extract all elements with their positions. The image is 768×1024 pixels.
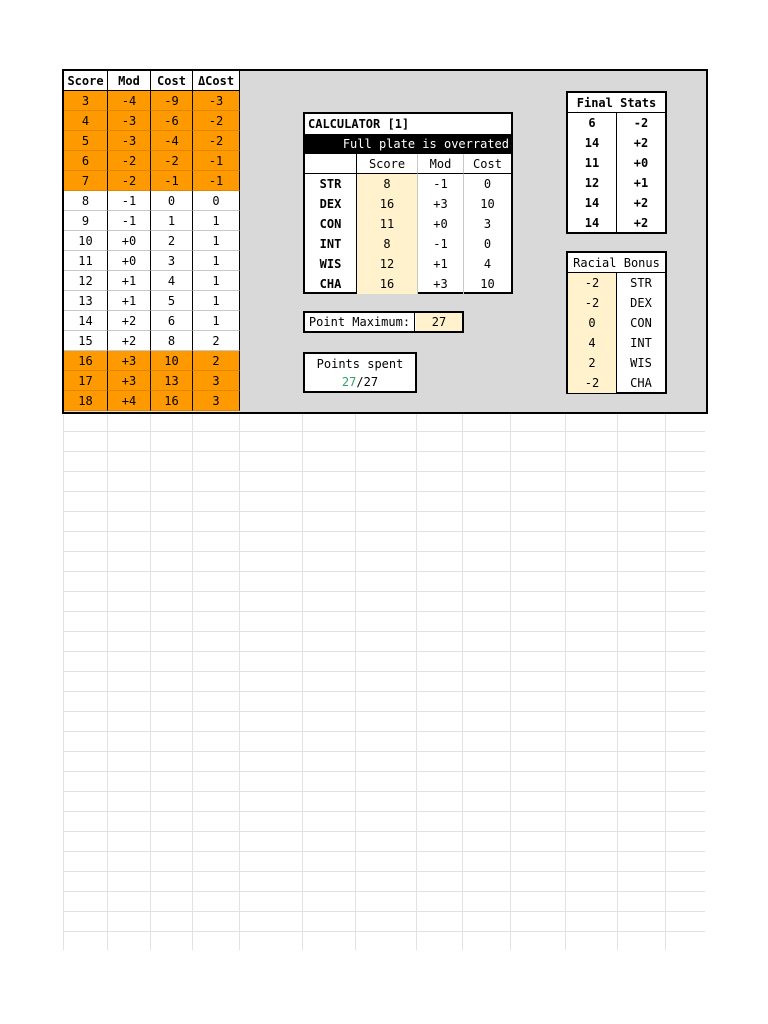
calculator-stat-label-dex: DEX — [305, 194, 357, 214]
racial-bonus-title: Racial Bonus — [568, 253, 665, 273]
score-table-cell-delta-cost: -1 — [193, 151, 240, 171]
calculator-header-score: Score — [357, 154, 418, 174]
score-table-cell-score: 11 — [64, 251, 108, 271]
calculator-panel — [303, 112, 513, 294]
final-stat-mod: +2 — [633, 216, 649, 230]
score-table-cell-mod: -4 — [108, 91, 151, 111]
score-table-cell-mod: +2 — [108, 331, 151, 351]
calculator-mod-wis: +1 — [418, 254, 464, 274]
score-table-header-delta-cost: ΔCost — [193, 71, 240, 91]
racial-bonus-stat-label: STR — [630, 276, 652, 290]
score-table-cell-cost: -9 — [151, 91, 193, 111]
final-stat-mod: +2 — [633, 196, 649, 210]
score-table-cell-delta-cost: 3 — [193, 391, 240, 411]
calculator-score-input-int[interactable]: 8 — [357, 234, 418, 254]
calculator-corner-cell — [305, 154, 357, 174]
calculator-score-input-dex[interactable]: 16 — [357, 194, 418, 214]
calculator-cost-int: 0 — [483, 237, 492, 251]
racial-bonus-input[interactable]: 2 — [568, 353, 617, 373]
score-table-cell-delta-cost: 1 — [193, 231, 240, 251]
calculator-cost-wis: 4 — [483, 257, 492, 271]
score-table-cell-delta-cost: -2 — [193, 131, 240, 151]
final-stat-mod: +2 — [633, 136, 649, 150]
final-stats-panel — [566, 91, 667, 234]
racial-bonus-stat-label: INT — [630, 336, 652, 350]
score-table-cell-cost: 16 — [151, 391, 193, 411]
score-table-cell-delta-cost: -2 — [193, 111, 240, 131]
score-table-cell-score: 4 — [64, 111, 108, 131]
score-table-header-score: Score — [64, 71, 108, 91]
score-table-cell-score: 10 — [64, 231, 108, 251]
sheet-content-area — [62, 69, 708, 414]
racial-bonus-input[interactable]: -2 — [568, 293, 617, 313]
final-stat-score: 6 — [568, 113, 617, 133]
score-table-cell-delta-cost: 1 — [193, 291, 240, 311]
score-table-cell-score: 7 — [64, 171, 108, 191]
final-stat-score: 14 — [568, 133, 617, 153]
score-table-cell-mod: +0 — [108, 231, 151, 251]
score-table-cell-delta-cost: 0 — [193, 191, 240, 211]
score-table-cell-cost: 4 — [151, 271, 193, 291]
final-stat-score: 11 — [568, 153, 617, 173]
score-table-cell-mod: -2 — [108, 171, 151, 191]
calculator-mod-con: +0 — [418, 214, 464, 234]
calculator-stat-label-wis: WIS — [305, 254, 357, 274]
calculator-score-input-str[interactable]: 8 — [357, 174, 418, 194]
score-table-cell-mod: +2 — [108, 311, 151, 331]
calculator-score-input-con[interactable]: 11 — [357, 214, 418, 234]
score-table-cell-score: 17 — [64, 371, 108, 391]
empty-spreadsheet-grid — [63, 411, 705, 950]
score-table-cell-mod: -1 — [108, 191, 151, 211]
final-stats-title: Final Stats — [568, 93, 665, 113]
calculator-mod-dex: +3 — [418, 194, 464, 214]
racial-bonus-stat-label: CON — [630, 316, 652, 330]
calculator-cost-con: 3 — [483, 217, 492, 231]
score-table-cell-mod: -3 — [108, 131, 151, 151]
score-table-cell-delta-cost: 1 — [193, 211, 240, 231]
score-table-cell-mod: -3 — [108, 111, 151, 131]
calculator-title: CALCULATOR [1] — [308, 117, 410, 131]
racial-bonus-input[interactable]: -2 — [568, 273, 617, 293]
score-table-cell-delta-cost: 1 — [193, 251, 240, 271]
calculator-cost-str: 0 — [483, 177, 492, 191]
calculator-header-cost: Cost — [464, 154, 511, 174]
score-table-cell-mod: -2 — [108, 151, 151, 171]
racial-bonus-input[interactable]: 4 — [568, 333, 617, 353]
score-table-cell-score: 14 — [64, 311, 108, 331]
calculator-cost-dex: 10 — [480, 197, 495, 211]
calculator-stat-label-cha: CHA — [305, 274, 357, 294]
calculator-cost-cha: 10 — [480, 277, 495, 291]
racial-bonus-input[interactable]: 0 — [568, 313, 617, 333]
score-table-cell-mod: +3 — [108, 351, 151, 371]
points-spent-count: 27 — [341, 375, 357, 389]
calculator-header-mod: Mod — [418, 154, 464, 174]
score-table-cell-cost: 13 — [151, 371, 193, 391]
points-spent-value — [305, 372, 415, 392]
score-table-cell-cost: 0 — [151, 191, 193, 211]
score-table-cell-cost: -6 — [151, 111, 193, 131]
final-stat-mod: +1 — [633, 176, 649, 190]
score-table-cell-score: 16 — [64, 351, 108, 371]
score-table-cell-delta-cost: -3 — [193, 91, 240, 111]
score-table-cell-score: 5 — [64, 131, 108, 151]
final-stat-score: 14 — [568, 213, 617, 233]
score-table-cell-score: 18 — [64, 391, 108, 411]
calculator-stat-label-str: STR — [305, 174, 357, 194]
score-table-cell-delta-cost: 1 — [193, 271, 240, 291]
calculator-mod-str: -1 — [418, 174, 464, 194]
score-table-cell-cost: 10 — [151, 351, 193, 371]
score-table-cell-delta-cost: 1 — [193, 311, 240, 331]
score-table-cell-mod: +3 — [108, 371, 151, 391]
racial-bonus-stat-label: CHA — [630, 376, 652, 390]
calculator-score-input-wis[interactable]: 12 — [357, 254, 418, 274]
score-table-cell-delta-cost: 2 — [193, 331, 240, 351]
calculator-mod-int: -1 — [418, 234, 464, 254]
score-table-cell-mod: -1 — [108, 211, 151, 231]
score-table-cell-mod: +1 — [108, 271, 151, 291]
score-table-cell-mod: +1 — [108, 291, 151, 311]
score-table-cell-score: 9 — [64, 211, 108, 231]
points-spent-label: Points spent — [316, 357, 404, 371]
score-table-cell-cost: 3 — [151, 251, 193, 271]
score-table-cell-score: 6 — [64, 151, 108, 171]
calculator-stat-label-int: INT — [305, 234, 357, 254]
point-maximum-label: Point Maximum: — [305, 313, 415, 331]
calculator-stat-label-con: CON — [305, 214, 357, 234]
points-spent-total: /27 — [356, 375, 379, 389]
score-table-cell-delta-cost: 2 — [193, 351, 240, 371]
final-stat-score: 14 — [568, 193, 617, 213]
score-table-cell-cost: 6 — [151, 311, 193, 331]
score-table-cell-delta-cost: 3 — [193, 371, 240, 391]
score-table-cell-mod: +4 — [108, 391, 151, 411]
racial-bonus-stat-label: WIS — [630, 356, 652, 370]
score-table-cell-mod: +0 — [108, 251, 151, 271]
score-table-cell-delta-cost: -1 — [193, 171, 240, 191]
score-table-cell-score: 13 — [64, 291, 108, 311]
point-maximum-input[interactable]: 27 — [416, 313, 462, 331]
racial-bonus-stat-label: DEX — [630, 296, 652, 310]
calculator-score-input-cha[interactable]: 16 — [357, 274, 418, 294]
racial-bonus-panel — [566, 251, 667, 394]
calculator-mod-cha: +3 — [418, 274, 464, 294]
score-table-cell-cost: 1 — [151, 211, 193, 231]
score-table-cell-cost: 5 — [151, 291, 193, 311]
score-table-cell-cost: 8 — [151, 331, 193, 351]
score-table-cell-cost: -2 — [151, 151, 193, 171]
score-table-cell-cost: 2 — [151, 231, 193, 251]
score-table-cell-score: 15 — [64, 331, 108, 351]
final-stat-mod: -2 — [633, 116, 649, 130]
score-table-header-mod: Mod — [108, 71, 151, 91]
final-stat-mod: +0 — [633, 156, 649, 170]
final-stat-score: 12 — [568, 173, 617, 193]
point-maximum-box — [303, 311, 464, 333]
score-table-cell-score: 12 — [64, 271, 108, 291]
score-table-cell-score: 3 — [64, 91, 108, 111]
points-spent-box — [303, 352, 417, 393]
score-table-cell-score: 8 — [64, 191, 108, 211]
calculator-subtitle: Full plate is overrated — [305, 134, 511, 154]
score-table-header-cost: Cost — [151, 71, 193, 91]
score-table-cell-cost: -1 — [151, 171, 193, 191]
racial-bonus-input[interactable]: -2 — [568, 373, 617, 393]
score-table-cell-cost: -4 — [151, 131, 193, 151]
